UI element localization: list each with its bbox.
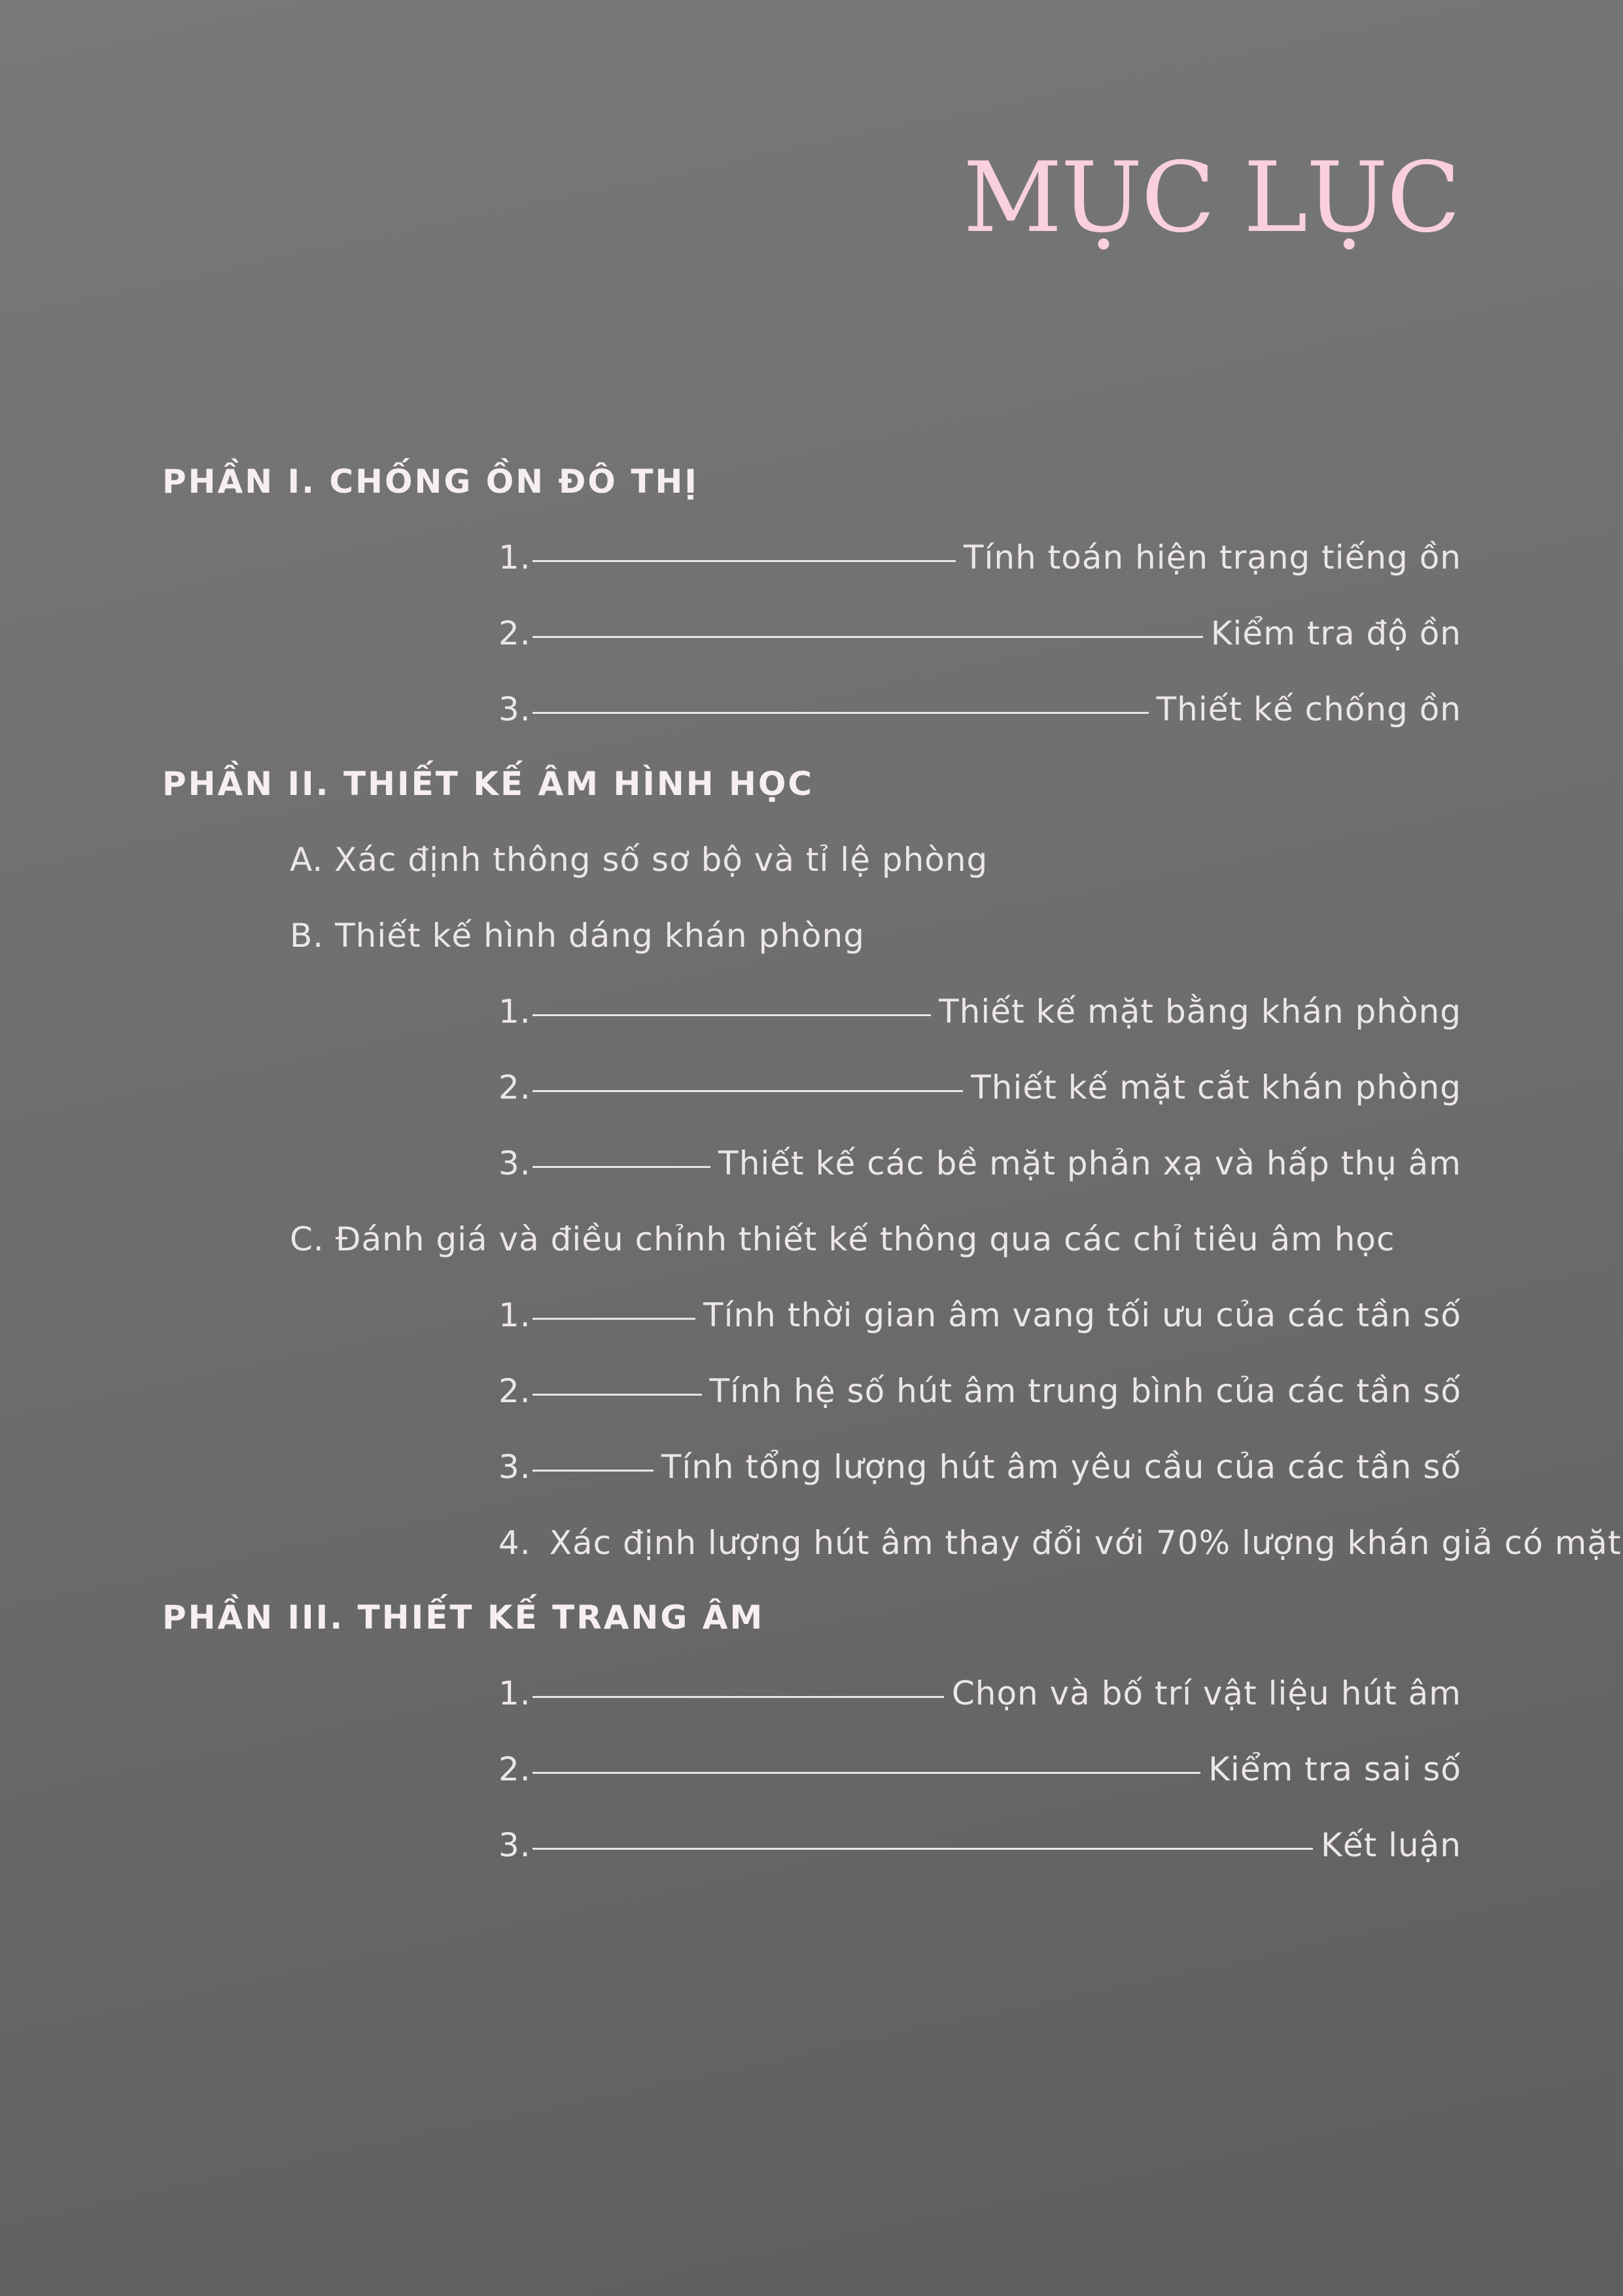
toc-leader-line: [532, 1696, 944, 1698]
toc-entry-number: 1.: [498, 993, 531, 1031]
toc-entry-title: Kiểm tra sai số: [1208, 1750, 1461, 1788]
toc-leader-line: [532, 1090, 964, 1092]
toc-entry-number: 3.: [498, 1144, 531, 1182]
section-heading-part-2: PHẦN II. THIẾT KẾ ÂM HÌNH HỌC: [162, 765, 814, 803]
toc-entry[interactable]: [498, 1520, 1622, 1566]
section-heading-part-1: PHẦN I. CHỐNG ỒN ĐÔ THỊ: [162, 463, 699, 501]
toc-entry[interactable]: [498, 1140, 1461, 1186]
toc-entry-number: 1.: [498, 539, 531, 576]
toc-subsection-c[interactable]: C. Đánh giá và điều chỉnh thiết kế thông qua các chỉ tiêu âm học: [290, 1220, 1395, 1258]
toc-entry-number: 4.: [498, 1524, 531, 1562]
toc-entry-number: 1.: [498, 1296, 531, 1334]
toc-entry-title: Thiết kế các bề mặt phản xạ và hấp thụ âm: [718, 1144, 1461, 1182]
toc-entry-title: Tính tổng lượng hút âm yêu cầu của các tần số: [661, 1448, 1461, 1486]
toc-entry[interactable]: [498, 535, 1461, 580]
toc-entry-number: 3.: [498, 1448, 531, 1486]
toc-entry-number: 2.: [498, 1372, 531, 1410]
toc-entry[interactable]: [498, 1444, 1461, 1490]
section-heading-part-3: PHẦN III. THIẾT KẾ TRANG ÂM: [162, 1598, 765, 1636]
toc-entry-title: Tính thời gian âm vang tối ưu của các tần số: [703, 1296, 1461, 1334]
toc-leader-line: [532, 1772, 1200, 1774]
toc-entry-title: Thiết kế mặt cắt khán phòng: [971, 1069, 1461, 1106]
toc-subsection-b[interactable]: B. Thiết kế hình dáng khán phòng: [290, 917, 865, 955]
toc-entry[interactable]: [498, 1670, 1461, 1716]
toc-leader-line: [532, 1166, 710, 1168]
toc-entry-title: Chọn và bố trí vật liệu hút âm: [951, 1674, 1461, 1712]
toc-entry-title: Xác định lượng hút âm thay đổi với 70% lượng khán giả có mặt: [549, 1524, 1622, 1562]
toc-entry[interactable]: [498, 610, 1461, 656]
toc-entry-number: 2.: [498, 1750, 531, 1788]
toc-entry-title: Tính hệ số hút âm trung bình của các tần số: [709, 1372, 1461, 1410]
toc-entry-number: 2.: [498, 614, 531, 652]
toc-entry-number: 2.: [498, 1069, 531, 1106]
page-title: MỤC LỤC: [963, 141, 1459, 254]
toc-leader-line: [532, 1014, 931, 1016]
toc-entry[interactable]: [498, 989, 1461, 1034]
toc-entry[interactable]: [498, 1822, 1461, 1868]
toc-leader-line: [532, 1394, 702, 1396]
toc-leader-line: [532, 560, 956, 562]
toc-entry[interactable]: [498, 1065, 1461, 1110]
toc-entry[interactable]: [498, 1368, 1461, 1414]
toc-leader-line: [532, 1848, 1313, 1850]
toc-entry[interactable]: [498, 1292, 1461, 1338]
toc-entry-number: 1.: [498, 1674, 531, 1712]
toc-entry-title: Kết luận: [1321, 1826, 1461, 1864]
toc-leader-line: [532, 1318, 695, 1320]
toc-entry-title: Kiểm tra độ ồn: [1210, 614, 1461, 652]
toc-entry-number: 3.: [498, 1826, 531, 1864]
toc-entry-title: Thiết kế chống ồn: [1156, 690, 1461, 728]
toc-entry[interactable]: [498, 1746, 1461, 1792]
toc-entry-title: Tính toán hiện trạng tiếng ồn: [963, 539, 1461, 576]
toc-subsection-a[interactable]: A. Xác định thông số sơ bộ và tỉ lệ phòng: [290, 841, 988, 879]
toc-entry-title: Thiết kế mặt bằng khán phòng: [939, 993, 1461, 1031]
toc-entry[interactable]: [498, 686, 1461, 732]
toc-entry-number: 3.: [498, 690, 531, 728]
toc-leader-line: [532, 1470, 654, 1472]
toc-leader-line: [532, 712, 1149, 714]
toc-leader-line: [532, 636, 1203, 638]
